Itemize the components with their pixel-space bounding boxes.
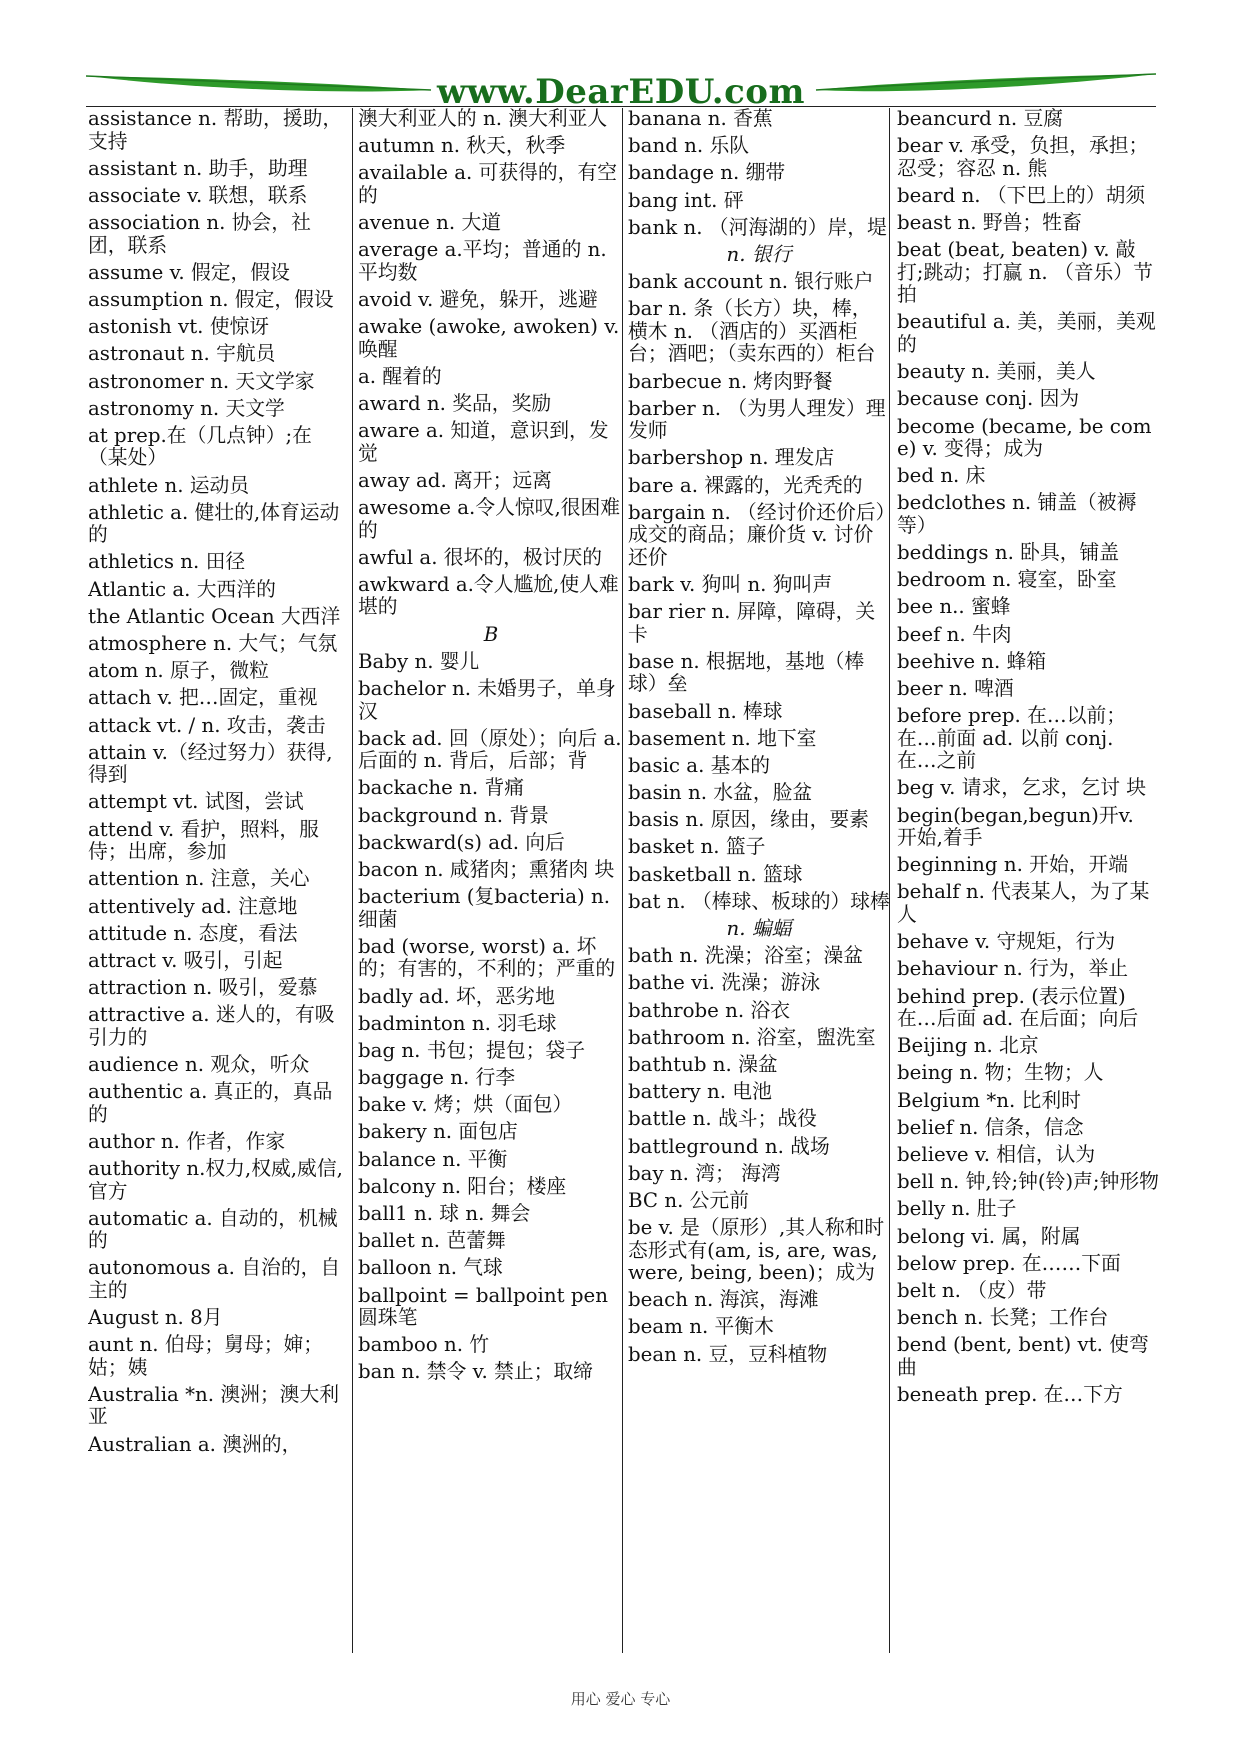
dictionary-entry: attraction n. 吸引，爱慕 [88,976,318,1000]
dictionary-entry: avenue n. 大道 [358,211,502,235]
dictionary-entry: bachelor n. 未婚男子，单身汉 [358,677,616,723]
dictionary-entry: balcony n. 阳台；楼座 [358,1174,567,1198]
dictionary-entry: attempt vt. 试图，尝试 [88,790,304,814]
dictionary-entry: bench n. 长凳；工作台 [897,1306,1109,1330]
dictionary-entry: astronomy n. 天文学 [88,396,285,420]
dictionary-entry: awkward a.令人尴尬,使人难堪的 [358,572,619,619]
dictionary-entry: BC n. 公元前 [628,1188,749,1212]
dictionary-entry: beer n. 啤酒 [897,677,1014,700]
dictionary-entry: believe v. 相信，认为 [897,1142,1096,1166]
dictionary-entry: assumption n. 假定，假设 [88,287,334,311]
column-divider [352,108,353,1653]
dictionary-column-3 [628,108,890,1653]
dictionary-entry: bathtub n. 澡盆 [628,1052,778,1076]
dictionary-entry: bar rier n. 屏障，障碍，关卡 [628,600,876,646]
dictionary-entry: banana n. 香蕉 [628,108,773,130]
dictionary-entry: away ad. 离开；远离 [358,468,552,492]
dictionary-column-1 [88,108,350,1653]
dictionary-entry: 澳大利亚人的 n. 澳大利亚人 [358,108,608,130]
page-footer: 用心 爱心 专心 [570,1690,671,1708]
dictionary-entry: bamboo n. 竹 [358,1333,490,1357]
dictionary-entry: bay n. 湾； 海湾 [628,1161,781,1185]
dictionary-entry: barbecue n. 烤肉野餐 [628,369,833,393]
dictionary-entry: athlete n. 运动员 [88,473,250,497]
dictionary-entry: bedclothes n. 铺盖（被褥等） [897,491,1137,537]
dictionary-entry: behalf n. 代表某人，为了某人 [897,880,1150,926]
dictionary-entry: Australian a. 澳洲的， [88,1432,302,1456]
dictionary-entry: beam n. 平衡木 [628,1315,774,1339]
column-divider [889,108,890,1653]
dictionary-column-4 [897,108,1159,1653]
dictionary-entry: basin n. 水盆，脸盆 [628,781,813,805]
dictionary-entry: battery n. 电池 [628,1080,772,1104]
dictionary-entry: Australia *n. 澳洲；澳大利亚 [88,1382,340,1429]
dictionary-entry: ballet n. 芭蕾舞 [358,1229,506,1253]
dictionary-entry: bathrobe n. 浴衣 [628,998,791,1022]
dictionary-entry: basket n. 篮子 [628,835,766,859]
dictionary-entry: bake v. 烤；烘（面包） [358,1093,573,1117]
dictionary-entry: athletic a. 健壮的,体育运动的 [88,500,340,547]
dictionary-entry: belief n. 信条，信念 [897,1115,1084,1139]
column-divider [622,108,623,1653]
dictionary-entry: attract v. 吸引，引起 [88,948,283,972]
dictionary-entry: bandage n. 绷带 [628,161,786,185]
dictionary-entry: Baby n. 婴儿 [358,649,480,673]
dictionary-entry: attitude n. 态度，看法 [88,921,298,945]
dictionary-entry: available a. 可获得的，有空的 [358,161,618,207]
dictionary-entry: basic a. 基本的 [628,753,771,777]
dictionary-entry: battleground n. 战场 [628,1134,830,1158]
dictionary-entry: astronomer n. 天文学家 [88,369,315,393]
dictionary-entry: bank account n. 银行账户 [628,270,874,294]
dictionary-entry: beauty n. 美丽，美人 [897,360,1096,384]
dictionary-entry: Belgium *n. 比利时 [897,1088,1081,1112]
dictionary-entry: aunt n. 伯母；舅母；婶；姑；姨 [88,1333,324,1379]
dictionary-entry: bell n. 钟,铃;钟(铃)声;钟形物 [897,1170,1159,1194]
dictionary-entry: attention n. 注意，关心 [88,867,310,891]
dictionary-entry: Beijing n. 北京 [897,1034,1039,1058]
dictionary-entry: astronaut n. 宇航员 [88,342,276,366]
dictionary-entry: beancurd n. 豆腐 [897,108,1064,130]
dictionary-entry: bakery n. 面包店 [358,1120,518,1144]
dictionary-entry: base n. 根据地，基地（棒球）垒 [628,649,865,696]
dictionary-entry: behaviour n. 行为，举止 [897,957,1129,981]
dictionary-entry: baseball n. 棒球 [628,699,783,723]
dictionary-entry: bacon n. 咸猪肉；熏猪肉 块 [358,857,615,881]
dictionary-entry: belong vi. 属，附属 [897,1224,1081,1248]
dictionary-entry: balance n. 平衡 [358,1147,508,1171]
dictionary-entry: assume v. 假定，假设 [88,260,290,284]
dictionary-entry: beef n. 牛肉 [897,622,1012,646]
dictionary-entry: the Atlantic Ocean 大西洋 [88,604,341,628]
dictionary-entry: battle n. 战斗；战役 [628,1107,817,1131]
dictionary-entry: B [483,622,499,646]
dictionary-entry: bargain n. （经讨价还价后）成交的商品；廉价货 v. 讨价还价 [628,500,886,569]
dictionary-entry: assistance n. 帮助，援助，支持 [88,108,343,153]
dictionary-entry: attain v.（经过努力）获得,得到 [88,740,333,787]
dictionary-entry: basketball n. 篮球 [628,862,803,886]
dictionary-entry: associate v. 联想，联系 [88,183,308,207]
dictionary-entry: attentively ad. 注意地 [88,894,298,918]
dictionary-entry: association n. 协会，社团，联系 [88,211,311,257]
dictionary-entry: autonomous a. 自治的，自主的 [88,1256,341,1302]
dictionary-entry: be v. 是（原形）,其人称和时态形式有(am, is, are, was, were, being, been)；成为 [628,1216,885,1285]
dictionary-entry: authority n.权力,权威,威信,官方 [88,1157,343,1203]
site-header-banner [86,68,1156,110]
dictionary-entry: beg v. 请求，乞求，乞讨 块 [897,776,1147,800]
dictionary-entry: bedroom n. 寝室，卧室 [897,568,1117,592]
dictionary-entry: ballpoint = ballpoint pen 圆珠笔 [358,1283,608,1330]
dictionary-entry: beddings n. 卧具，铺盖 [897,541,1120,565]
dictionary-entry: attractive a. 迷人的，有吸引力的 [88,1003,335,1049]
dictionary-entry: become (became, be come) v. 变得；成为 [897,414,1152,460]
dictionary-entry: assistant n. 助手，助理 [88,156,308,180]
dictionary-entry: average a.平均；普通的 n.平均数 [358,238,607,284]
dictionary-entry: avoid v. 避免，躲开，逃避 [358,287,598,311]
dictionary-entry: a. 醒着的 [358,364,442,388]
dictionary-entry: bare a. 裸露的，光秃秃的 [628,473,863,497]
dictionary-entry: n. 银行 [726,242,792,266]
dictionary-entry: backward(s) ad. 向后 [358,830,565,854]
dictionary-entry: begin(began,begun)开v. 开始,着手 [897,803,1134,850]
dictionary-entry: baggage n. 行李 [358,1066,516,1090]
dictionary-entry: bar n. 条（长方）块，棒，横木 n. （酒店的）买酒柜台；酒吧；（卖东西的）柜台 [628,297,876,366]
dictionary-entry: basis n. 原因，缘由，要素 [628,808,869,832]
dictionary-entry: attend v. 看护，照料，服侍；出席，参加 [88,817,319,864]
dictionary-entry: backache n. 背痛 [358,776,525,800]
dictionary-entry: astonish vt. 使惊讶 [88,315,270,339]
dictionary-entry: band n. 乐队 [628,134,750,158]
dictionary-entry: belly n. 肚子 [897,1197,1017,1221]
dictionary-entry: bat n. （棒球、板球的）球棒 [628,889,890,913]
dictionary-entry: bath n. 洗澡；浴室；澡盆 [628,944,863,968]
dictionary-entry: before prep. 在…以前；在…前面 ad. 以前 conj. 在…之前 [897,704,1127,773]
dictionary-entry: bark v. 狗叫 n. 狗叫声 [628,572,833,596]
dictionary-entry: beat (beat, beaten) v. 敲打;跳动；打赢 n. （音乐）节拍 [897,238,1153,307]
dictionary-entry: because conj. 因为 [897,387,1080,411]
dictionary-entry: n. 蝙蝠 [726,917,792,940]
header-rule [86,106,1156,107]
dictionary-entry: beard n. （下巴上的）胡须 [897,183,1146,207]
dictionary-entry: being n. 物；生物；人 [897,1061,1104,1085]
dictionary-entry: audience n. 观众，听众 [88,1052,310,1076]
dictionary-entry: ball1 n. 球 n. 舞会 [358,1202,531,1225]
dictionary-entry: beehive n. 蜂箱 [897,649,1047,673]
dictionary-entry: bend (bent, bent) vt. 使弯曲 [897,1333,1149,1379]
dictionary-entry: autumn n. 秋天，秋季 [358,134,566,158]
dictionary-entry: attack vt. / n. 攻击，袭击 [88,713,326,737]
dictionary-entry: badminton n. 羽毛球 [358,1011,557,1035]
dictionary-entry: barber n. （为男人理发）理发师 [628,396,886,443]
dictionary-entry: atom n. 原子，微粒 [88,659,269,683]
dictionary-entry: barbershop n. 理发店 [628,446,835,470]
dictionary-entry: beginning n. 开始，开端 [897,853,1129,877]
dictionary-entry: Atlantic a. 大西洋的 [88,577,276,601]
dictionary-entry: authentic a. 真正的，真品的 [88,1080,333,1126]
dictionary-entry: awful a. 很坏的，极讨厌的 [358,545,603,569]
dictionary-entry: bear v. 承受，负担，承担；忍受；容忍 n. 熊 [897,134,1149,180]
dictionary-entry: behind prep. (表示位置) 在…后面 ad. 在后面；向后 [897,984,1139,1030]
dictionary-entry: back ad. 回（原处）；向后 a. 后面的 n. 背后，后部；背 [358,726,622,773]
dictionary-entry: behave v. 守规矩，行为 [897,930,1116,954]
dictionary-entry: author n. 作者，作家 [88,1129,286,1153]
site-name[interactable]: www.DearEDU.com [437,72,805,112]
dictionary-entry: beautiful a. 美，美丽，美观的 [897,310,1156,356]
dictionary-entry: bathroom n. 浴室，盥洗室 [628,1025,876,1049]
dictionary-entry: August n. 8月 [88,1306,223,1330]
dictionary-entry: atmosphere n. 大气；气氛 [88,632,338,655]
dictionary-entry: badly ad. 坏，恶劣地 [358,984,555,1008]
dictionary-entry: beneath prep. 在…下方 [897,1382,1123,1406]
dictionary-entry: award n. 奖品，奖励 [358,392,552,415]
dictionary-entry: attach v. 把…固定，重视 [88,686,318,710]
dictionary-entry: athletics n. 田径 [88,550,246,574]
dictionary-entry: bee n.. 蜜蜂 [897,595,1011,619]
dictionary-entry: beach n. 海滨，海滩 [628,1288,819,1312]
dictionary-entry: bean n. 豆，豆科植物 [628,1342,828,1366]
dictionary-entry: at prep.在（几点钟）;在（某处） [88,423,312,470]
dictionary-column-2 [358,108,624,1653]
dictionary-entry: automatic a. 自动的，机械的 [88,1206,338,1253]
dictionary-entry: bang int. 砰 [628,188,744,212]
dictionary-entry: awake (awoke, awoken) v. 唤醒 [358,315,620,361]
dictionary-entry: awesome a.令人惊叹,很困难的 [358,496,621,542]
dictionary-entry: bad (worse, worst) a. 坏的；有害的，不利的；严重的 [358,934,616,981]
dictionary-entry: bathe vi. 洗澡；游泳 [628,971,821,995]
dictionary-entry: background n. 背景 [358,803,549,827]
dictionary-entry: bacterium (复bacteria) n. 细菌 [358,885,611,931]
dictionary-entry: ban n. 禁令 v. 禁止；取缔 [358,1360,593,1384]
dictionary-entry: bag n. 书包；提包；袋子 [358,1038,585,1062]
dictionary-entry: balloon n. 气球 [358,1256,503,1280]
dictionary-entry: bank n. （河海湖的）岸，堤 [628,215,887,239]
dictionary-entry: bed n. 床 [897,464,986,488]
dictionary-entry: belt n. （皮）带 [897,1278,1047,1302]
dictionary-entry: basement n. 地下室 [628,726,817,750]
dictionary-entry: aware a. 知道，意识到，发觉 [358,419,609,465]
dictionary-entry: below prep. 在……下面 [897,1251,1121,1275]
dictionary-entry: beast n. 野兽；牲畜 [897,211,1082,235]
